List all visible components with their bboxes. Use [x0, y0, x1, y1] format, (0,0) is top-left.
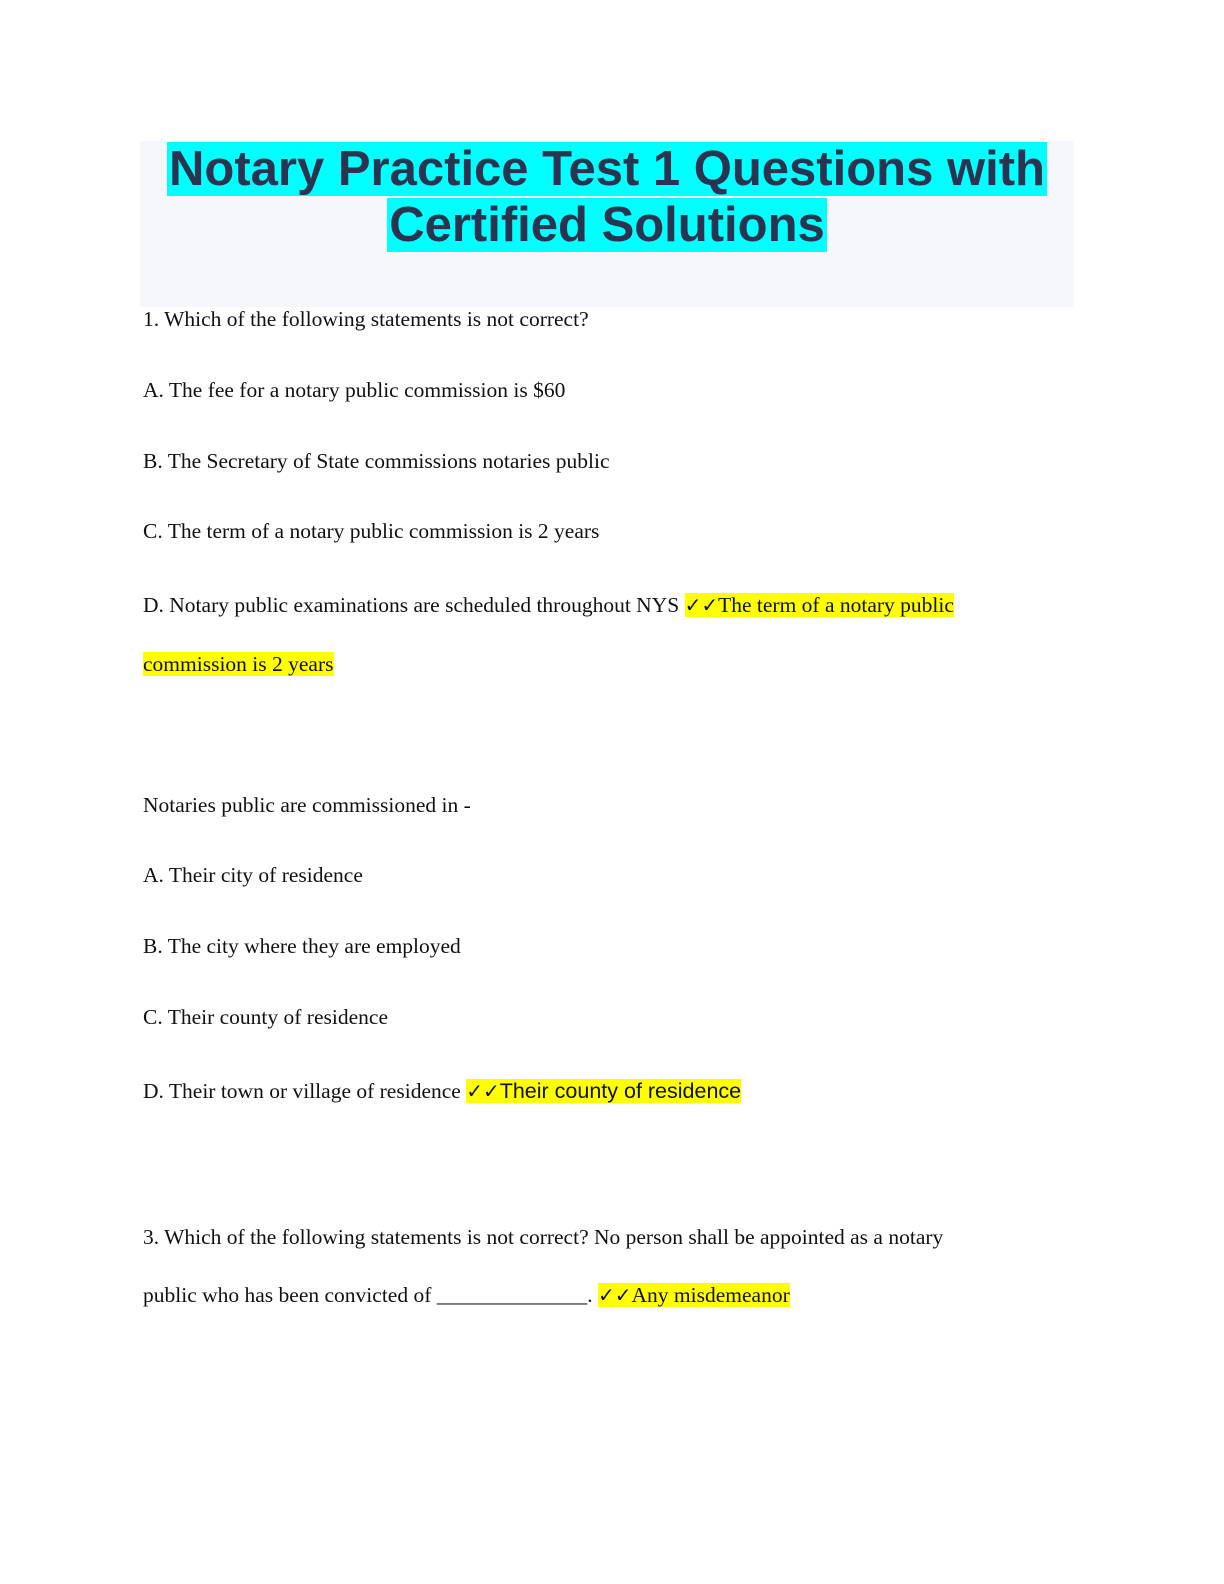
q1-answer-line-2: commission is 2 years: [143, 652, 334, 676]
q2-option-d-line: [143, 1079, 741, 1104]
q2-option-c: C. Their county of residence: [143, 1005, 388, 1029]
q1-option-d: D. Notary public examinations are scheduled throughout NYS: [143, 593, 680, 617]
q1-option-a: A. The fee for a notary public commission is $60: [143, 378, 566, 402]
title-line-2: Certified Solutions: [389, 198, 825, 252]
question-2: Notaries public are commissioned in -: [143, 793, 471, 817]
check-icon: ✓✓: [598, 1283, 632, 1307]
check-icon: ✓✓: [684, 593, 719, 617]
question-3-line-1: 3. Which of the following statements is not correct? No person shall be appointed as a notary: [143, 1225, 944, 1249]
q1-option-c: C. The term of a notary public commission is 2 years: [143, 519, 600, 543]
q2-option-d: D. Their town or village of residence: [143, 1079, 461, 1103]
q1-answer-line-1: The term of a notary public: [718, 593, 954, 617]
q3-answer: Any misdemeanor: [631, 1283, 790, 1307]
question-1: 1. Which of the following statements is not correct?: [143, 307, 589, 331]
question-3-line-2: [143, 1283, 790, 1308]
q2-answer: Their county of residence: [499, 1079, 742, 1103]
q1-option-d-line: [143, 593, 954, 618]
check-icon: ✓✓: [466, 1079, 500, 1103]
title-line-1: Notary Practice Test 1 Questions with: [169, 142, 1045, 196]
question-3-blank: public who has been convicted of ______________.: [143, 1283, 593, 1307]
q2-option-b: B. The city where they are employed: [143, 934, 461, 958]
document-title: [140, 141, 1074, 253]
q2-option-a: A. Their city of residence: [143, 863, 363, 887]
q1-answer-line-2-row: [143, 652, 334, 677]
q1-option-b: B. The Secretary of State commissions notaries public: [143, 449, 610, 473]
